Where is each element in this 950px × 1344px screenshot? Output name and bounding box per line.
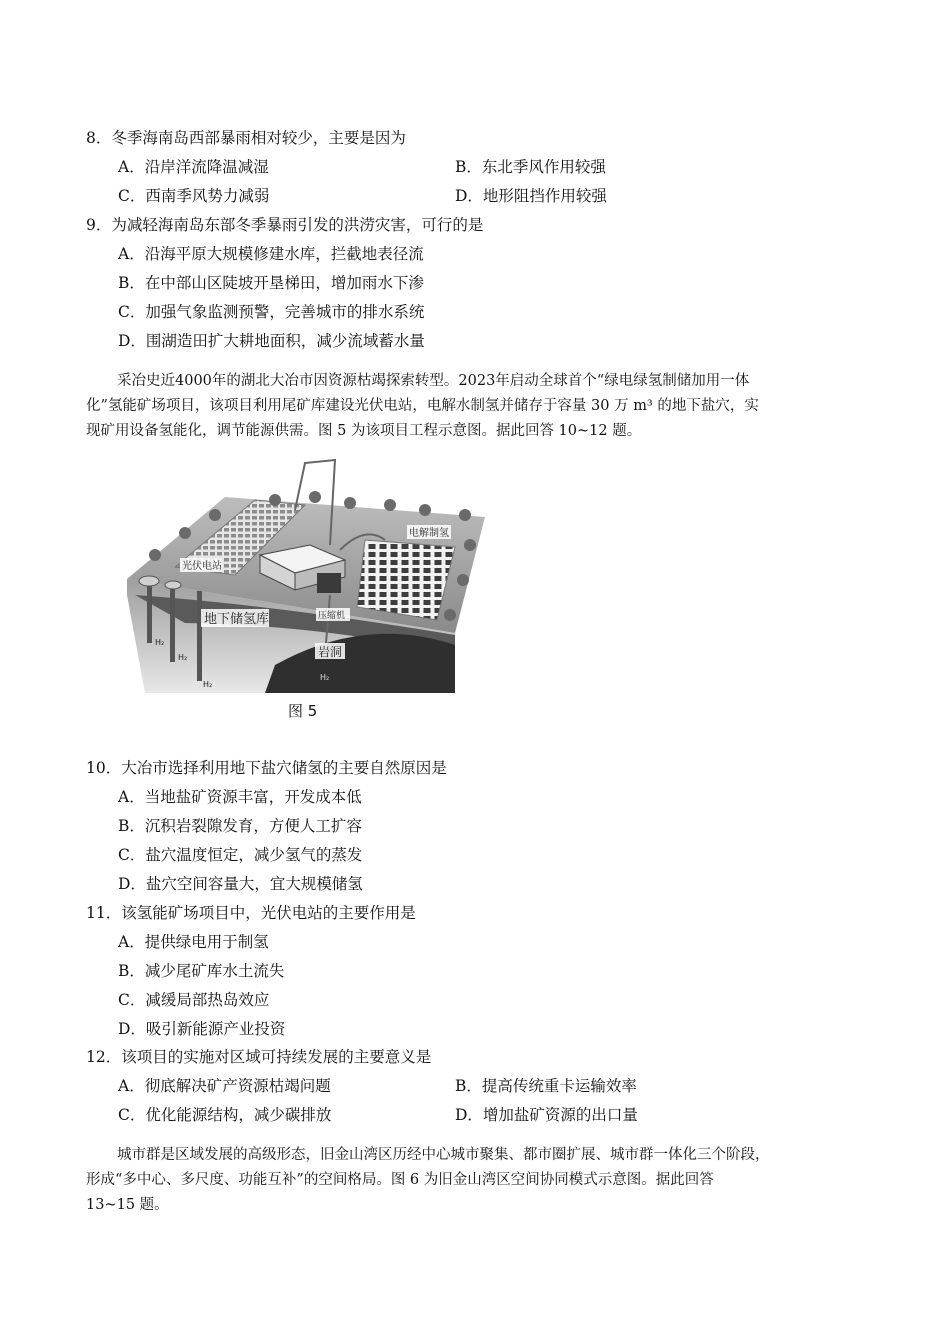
q12-option-b: B．提高传统重卡运输效率 xyxy=(455,1077,637,1095)
q9-option-c: C．加强气象监测预警，完善城市的排水系统 xyxy=(118,303,425,321)
passage2-line-2: 形成“多中心、多尺度、功能互补”的空间格局。图 6 为旧金山湾区空间协同模式示意图。据此回答 xyxy=(86,1172,714,1188)
passage1-line-2: 化”氢能矿场项目，该项目利用尾矿库建设光伏电站，电解水制氢并储存于容量 30 万 m³ 的地下盐穴，实 xyxy=(86,398,759,414)
q9-option-b: B．在中部山区陡坡开垦梯田，增加雨水下渗 xyxy=(118,274,424,292)
well-3 xyxy=(197,591,202,681)
q10-option-a: A．当地盐矿资源丰富，开发成本低 xyxy=(118,788,362,806)
q10-option-b: B．沉积岩裂隙发育，方便人工扩容 xyxy=(118,817,362,835)
q11-option-d: D．吸引新能源产业投资 xyxy=(118,1020,286,1038)
q9-option-a: A．沿海平原大规模修建水库，拦截地表径流 xyxy=(118,245,424,263)
q8-option-b: B．东北季风作用较强 xyxy=(455,158,606,176)
q11-option-b: B．减少尾矿库水土流失 xyxy=(118,962,285,980)
compressor-unit xyxy=(317,573,341,593)
label-pv-station: 光伏电站 xyxy=(182,561,222,572)
figure-5-caption: 图 5 xyxy=(288,702,318,720)
tank-2 xyxy=(165,581,181,589)
tank-1 xyxy=(139,576,159,586)
q10-option-c: C．盐穴温度恒定，减少氢气的蒸发 xyxy=(118,846,363,864)
label-h2-3: H₂ xyxy=(203,680,213,689)
label-cavern: 岩洞 xyxy=(318,645,343,659)
q9-option-d: D．围湖造田扩大耕地面积，减少流域蓄水量 xyxy=(118,332,425,350)
label-compressor: 压缩机 xyxy=(318,611,346,621)
q12-option-c: C．优化能源结构，减少碳排放 xyxy=(118,1106,332,1124)
passage1-line-1: 采冶史近4000年的湖北大冶市因资源枯竭探索转型。2023年启动全球首个“绿电绿氢制储加用一体 xyxy=(117,373,750,389)
passage2-line-3: 13~15 题。 xyxy=(86,1197,169,1213)
passage1-line-3: 现矿用设备氢能化，调节能源供需。图 5 为该项目工程示意图。据此回答 10~12 题。 xyxy=(86,423,642,439)
q10-stem: 10．大冶市选择利用地下盐穴储氢的主要自然原因是 xyxy=(86,759,447,777)
q12-option-d: D．增加盐矿资源的出口量 xyxy=(455,1106,638,1124)
q8-option-a: A．沿岸洋流降温减湿 xyxy=(118,158,269,176)
q8-option-d: D．地形阻挡作用较强 xyxy=(455,187,607,205)
q12-stem: 12．该项目的实施对区域可持续发展的主要意义是 xyxy=(86,1048,432,1066)
q11-option-a: A．提供绿电用于制氢 xyxy=(118,933,269,951)
label-electrolysis: 电解制氢 xyxy=(409,528,449,539)
passage2-line-1: 城市群是区域发展的高级形态，旧金山湾区历经中心城市聚集、都市圈扩展、城市群一体化三个阶段， xyxy=(117,1147,770,1163)
q9-stem: 9．为减轻海南岛东部冬季暴雨引发的洪涝灾害，可行的是 xyxy=(86,216,484,234)
q12-option-a: A．彻底解决矿产资源枯竭问题 xyxy=(118,1077,331,1095)
label-h2-4: H₂ xyxy=(320,673,330,682)
label-h2-2: H₂ xyxy=(178,653,188,662)
q8-stem: 8．冬季海南岛西部暴雨相对较少，主要是因为 xyxy=(86,129,406,147)
label-underground-storage: 地下储氢库 xyxy=(204,612,270,627)
q11-option-c: C．减缓局部热岛效应 xyxy=(118,991,270,1009)
q8-option-c: C．西南季风势力减弱 xyxy=(118,187,270,205)
well-2 xyxy=(170,587,175,662)
well-1 xyxy=(147,583,152,643)
q10-option-d: D．盐穴空间容量大，宜大规模储氢 xyxy=(118,875,363,893)
label-h2-1: H₂ xyxy=(155,638,165,647)
q11-stem: 11．该氢能矿场项目中，光伏电站的主要作用是 xyxy=(86,904,416,922)
figure-5-diagram xyxy=(125,455,485,693)
electrolysis-units xyxy=(357,540,455,620)
